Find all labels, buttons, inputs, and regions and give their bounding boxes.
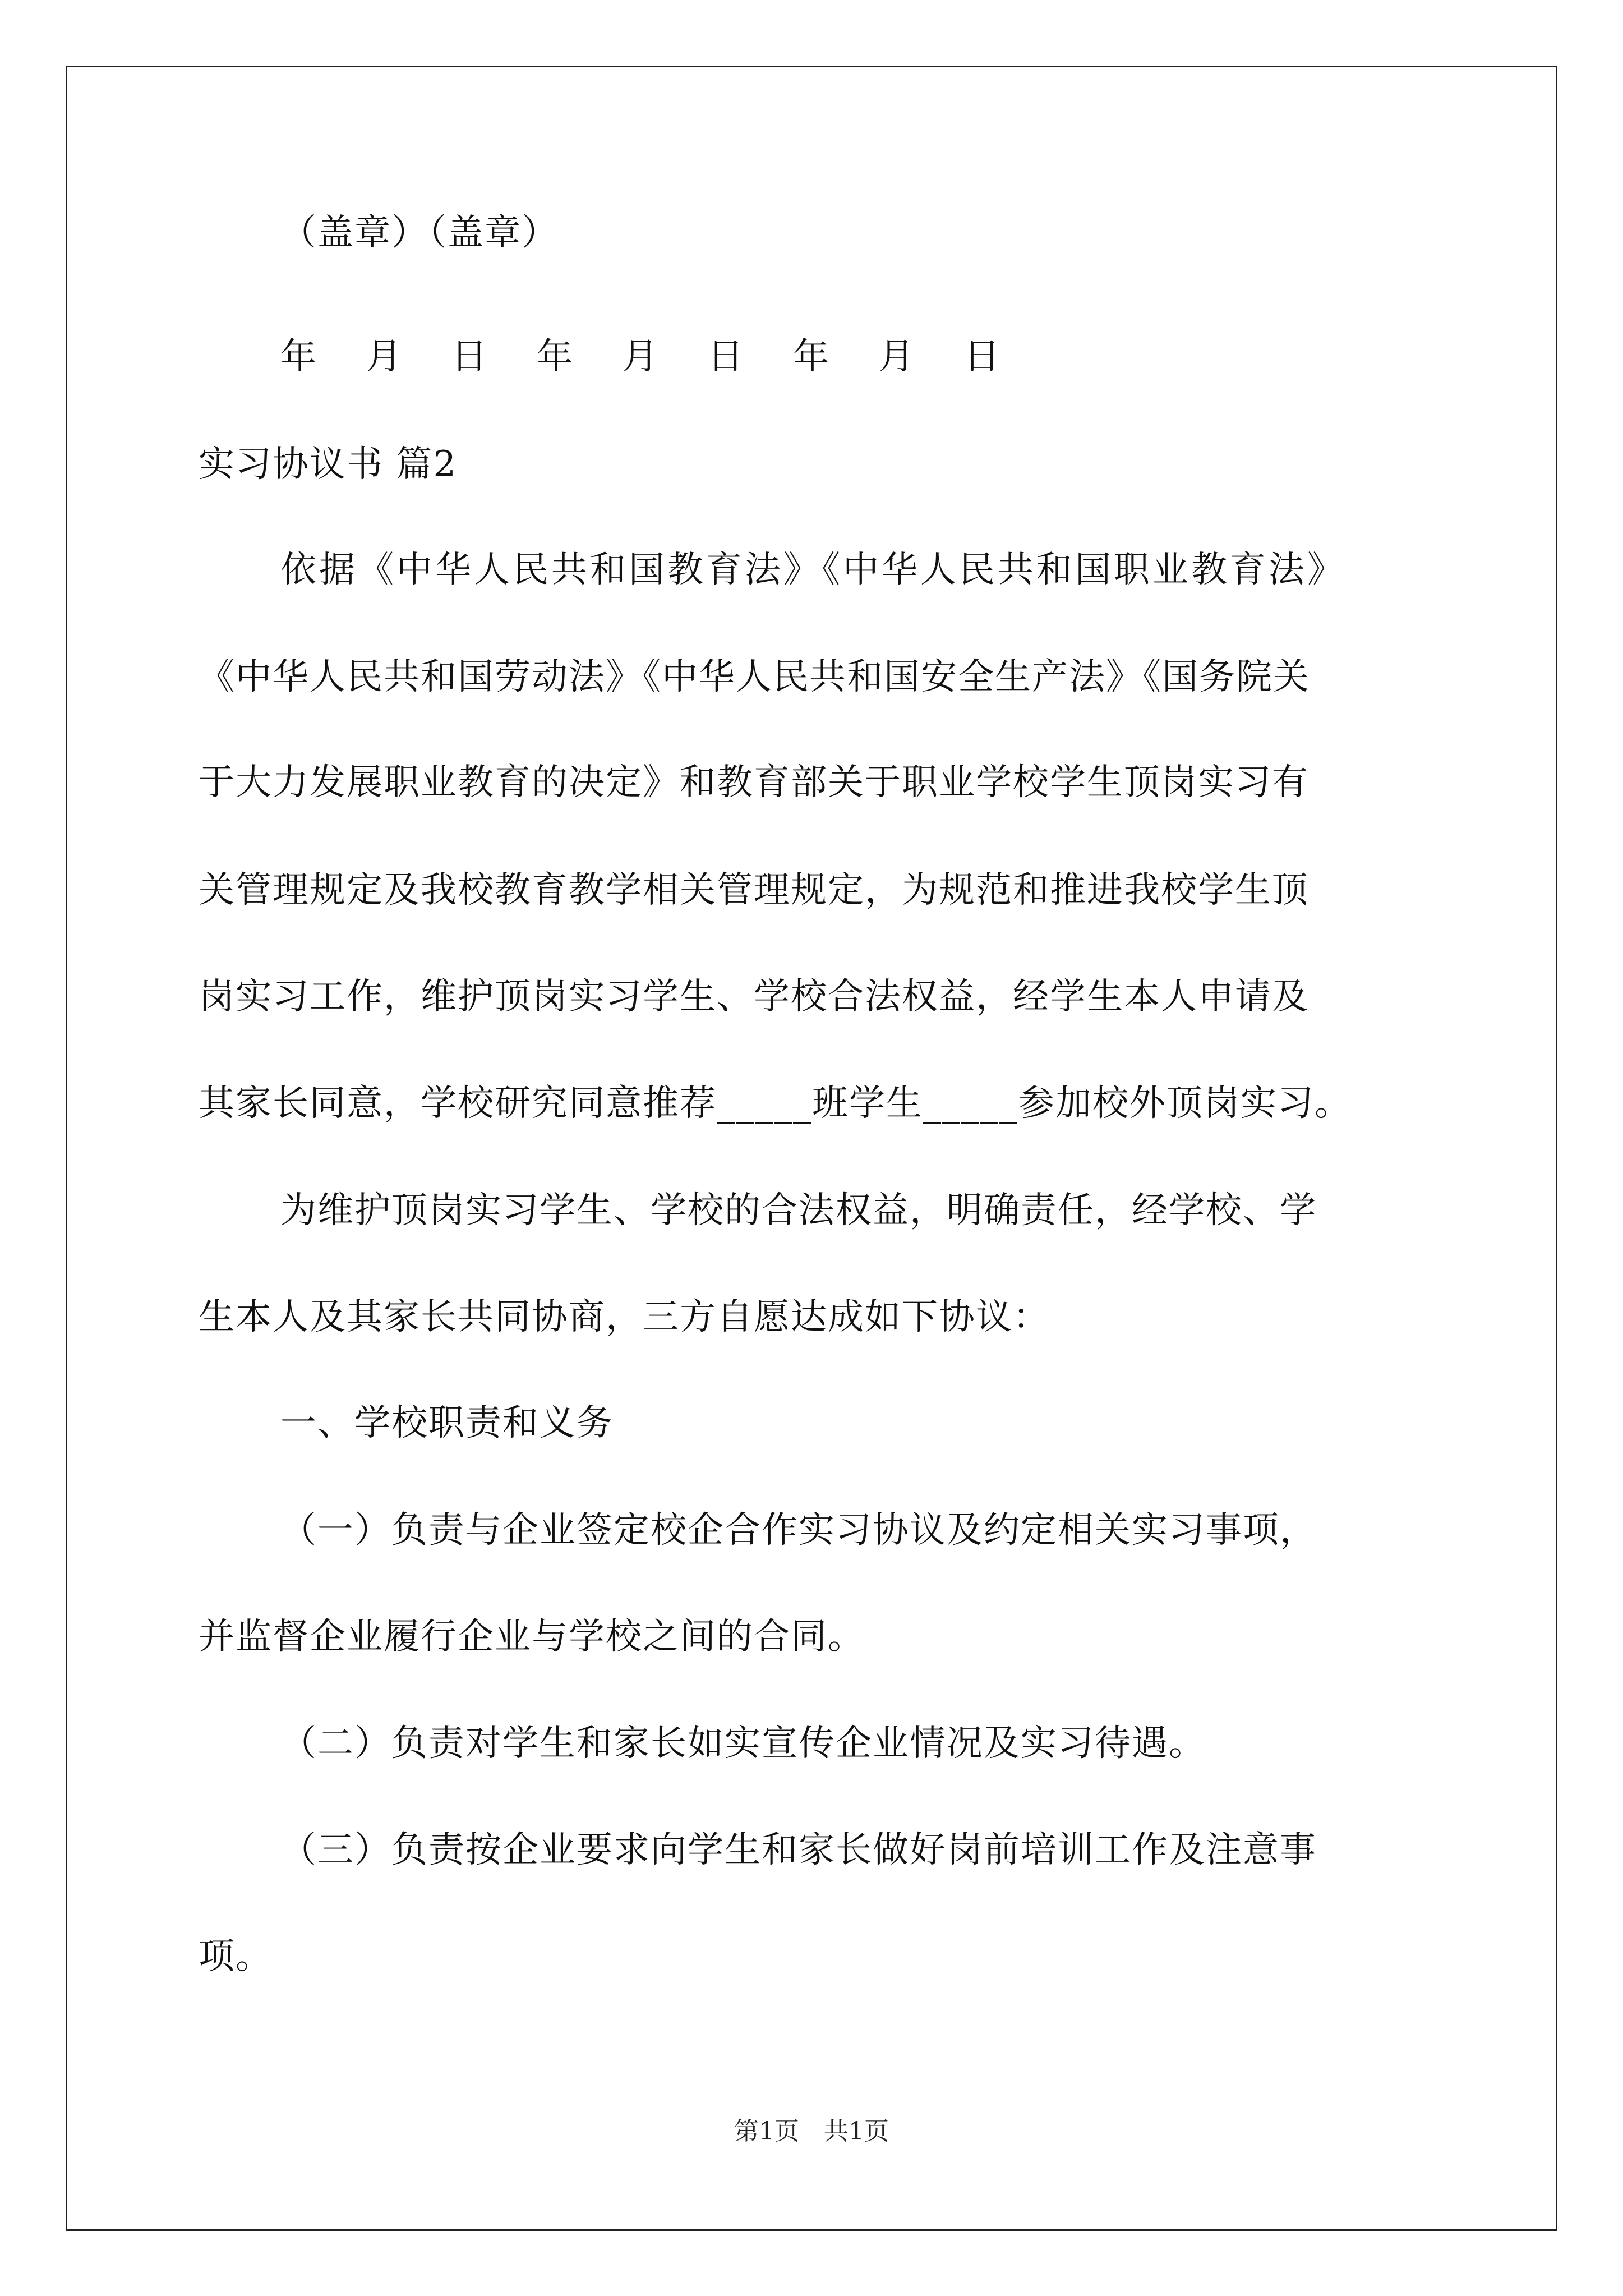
list-item-line: （二）负责对学生和家长如实宣传企业情况及实习待遇。 [280, 1723, 1206, 1764]
paragraph-line: 于大力发展职业教育的决定》和教育部关于职业学校学生顶岗实习有 [199, 762, 1309, 803]
paragraph-line: 为维护顶岗实习学生、学校的合法权益，明确责任，经学校、学 [280, 1190, 1317, 1231]
paragraph-line: 依据《中华人民共和国教育法》《中华人民共和国职业教育法》 [280, 549, 1346, 591]
paragraph-line: 岗实习工作，维护顶岗实习学生、学校合法权益，经学生本人申请及 [199, 976, 1309, 1018]
list-item-line: 并监督企业履行企业与学校之间的合同。 [199, 1616, 865, 1658]
page-footer: 第1页 共1页 [734, 2117, 889, 2146]
list-item-line: （三）负责按企业要求向学生和家长做好岗前培训工作及注意事 [280, 1829, 1317, 1871]
paragraph-line: 关管理规定及我校教育教学相关管理规定，为规范和推进我校学生顶 [199, 869, 1309, 911]
date-line: 年 月 日 年 月 日 年 月 日 [280, 336, 1019, 378]
seal-line: （盖章）（盖章） [280, 212, 559, 254]
subsection-heading: 一、学校职责和义务 [280, 1402, 614, 1444]
section-heading: 实习协议书 篇2 [199, 444, 458, 485]
paragraph-line: 《中华人民共和国劳动法》《中华人民共和国安全生产法》《国务院关 [199, 656, 1310, 698]
page-border [66, 66, 1557, 2231]
list-item-line: （一）负责与企业签定校企合作实习协议及约定相关实习事项， [280, 1510, 1317, 1551]
list-item-line: 项。 [199, 1936, 273, 1977]
paragraph-line: 其家长同意，学校研究同意推荐_____班学生_____参加校外顶岗实习。 [199, 1083, 1352, 1124]
paragraph-line: 生本人及其家长共同协商，三方自愿达成如下协议： [199, 1296, 1050, 1338]
